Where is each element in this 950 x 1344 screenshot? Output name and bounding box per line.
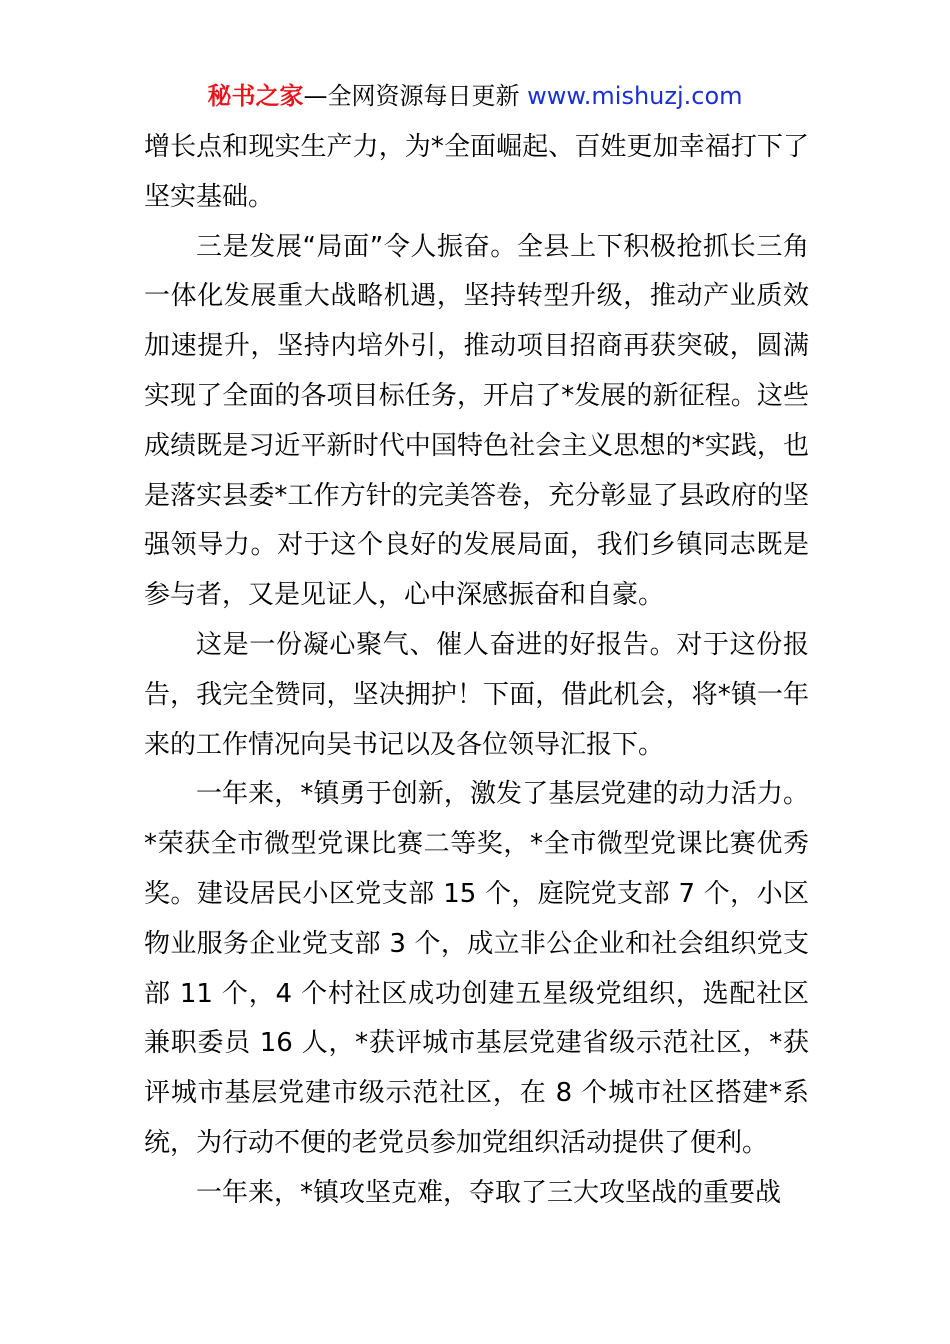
site-brand: 秘书之家 — [207, 82, 304, 110]
paragraph-three-battles: 一年来，*镇攻坚克难，夺取了三大攻坚战的重要战 — [196, 1177, 782, 1208]
paragraph-development-situation: 三是发展“局面”令人振奋。全县上下积极抢抓长三角一体化发展重大战略机遇，坚持转型升级，推动产业质效加速提升，坚持内培外引，推动项目招商再获突破，圆满实现了全面的各项目标任务，开启了*发展的新征程。这些成绩既是习近平新时代中国特色社会主义思想的*实践，也是落实县委*工作方针的完美答卷，充分彰显了县政府的坚强领导力。对于这个良好的发展局面，我们乡镇同志既是参与者，又是见证人，心中深感振奋和自豪。 — [144, 231, 809, 611]
paragraph-continuation: 增长点和现实生产力，为*全面崛起、百姓更加幸福打下了坚实基础。 — [144, 132, 809, 212]
site-watermark-header — [0, 80, 950, 112]
site-url: www.mishuzj.com — [527, 82, 743, 110]
paragraph-party-building: 一年来，*镇勇于创新，激发了基层党建的动力活力。*荣获全市微型党课比赛二等奖，*全市微型党课比赛优秀奖。建设居民小区党支部 15 个，庭院党支部 7 个，小区物业服务企业党支部 3 个，成立非公企业和社会组织党支部 11 个，4 个村社区成功创建五星级党组织，选配社区兼职委员 16 人，*获评城市基层党建省级示范社区，*获评城市基层党建市级示范社区，在 8 个城市社区搭建*系统，为行动不便的老党员参加党组织活动提供了便利。 — [144, 779, 809, 1158]
document-body — [144, 123, 809, 1219]
site-slogan: —全网资源每日更新 — [303, 82, 528, 110]
paragraph-report-endorsement: 这是一份凝心聚气、催人奋进的好报告。对于这份报告，我完全赞同，坚决拥护！下面，借此机会，将*镇一年来的工作情况向吴书记以及各位领导汇报下。 — [144, 629, 809, 760]
